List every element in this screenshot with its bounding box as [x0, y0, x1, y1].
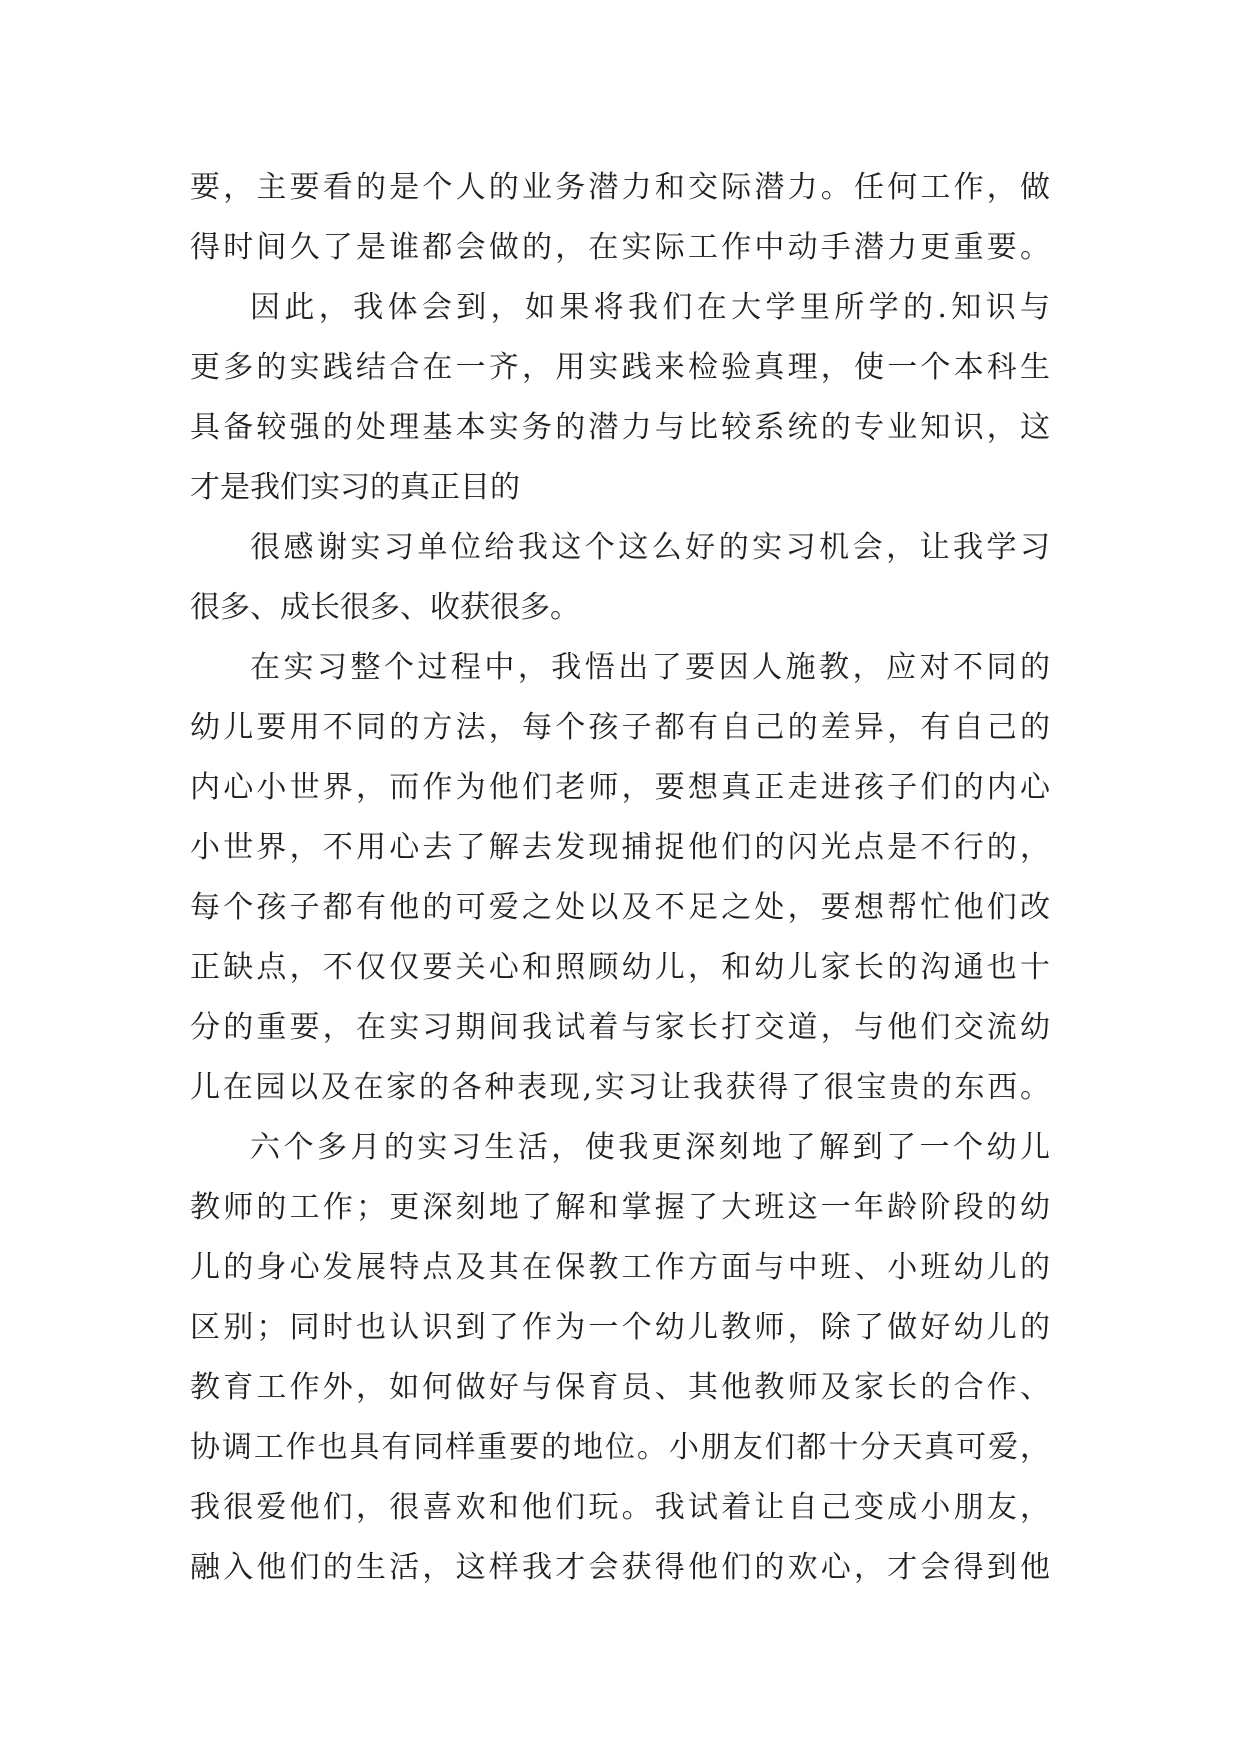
text-line: 幼儿要用不同的方法，每个孩子都有自己的差异，有自己的	[190, 710, 1050, 745]
text-line: 具备较强的处理基本实务的潜力与比较系统的专业知识，这	[190, 410, 1050, 445]
text-line: 六个多月的实习生活，使我更深刻地了解到了一个幼儿	[250, 1130, 1050, 1165]
text-line: 我很爱他们，很喜欢和他们玩。我试着让自己变成小朋友，	[190, 1490, 1050, 1525]
text-line: 得时间久了是谁都会做的，在实际工作中动手潜力更重要。	[190, 230, 1050, 265]
text-line: 很感谢实习单位给我这个这么好的实习机会，让我学习	[250, 530, 1050, 565]
text-line: 儿的身心发展特点及其在保教工作方面与中班、小班幼儿的	[190, 1250, 1050, 1285]
text-line: 协调工作也具有同样重要的地位。小朋友们都十分天真可爱，	[190, 1430, 1050, 1465]
text-line: 儿在园以及在家的各种表现,实习让我获得了很宝贵的东西。	[190, 1070, 1050, 1105]
paragraph	[190, 638, 1050, 1118]
text-line: 小世界，不用心去了解去发现捕捉他们的闪光点是不行的，	[190, 830, 1050, 865]
text-line: 很多、成长很多、收获很多。	[190, 590, 580, 625]
text-line: 更多的实践结合在一齐，用实践来检验真理，使一个本科生	[190, 350, 1050, 385]
text-line: 分的重要，在实习期间我试着与家长打交道，与他们交流幼	[190, 1010, 1050, 1045]
paragraph	[190, 1118, 1050, 1598]
document-body	[190, 158, 1050, 1598]
paragraph	[190, 278, 1050, 518]
text-line: 教育工作外，如何做好与保育员、其他教师及家长的合作、	[190, 1370, 1050, 1405]
text-line: 区别；同时也认识到了作为一个幼儿教师，除了做好幼儿的	[190, 1310, 1050, 1345]
text-line: 融入他们的生活，这样我才会获得他们的欢心，才会得到他	[190, 1550, 1050, 1585]
paragraph	[190, 158, 1050, 278]
text-line: 内心小世界，而作为他们老师，要想真正走进孩子们的内心	[190, 770, 1050, 805]
paragraph	[190, 518, 1050, 638]
text-line: 因此，我体会到，如果将我们在大学里所学的.知识与	[250, 290, 1050, 325]
text-line: 每个孩子都有他的可爱之处以及不足之处，要想帮忙他们改	[190, 890, 1050, 925]
text-line: 才是我们实习的真正目的	[190, 470, 520, 505]
text-line: 在实习整个过程中，我悟出了要因人施教，应对不同的	[250, 650, 1050, 685]
text-line: 要，主要看的是个人的业务潜力和交际潜力。任何工作，做	[190, 170, 1050, 205]
text-line: 教师的工作；更深刻地了解和掌握了大班这一年龄阶段的幼	[190, 1190, 1050, 1225]
text-line: 正缺点，不仅仅要关心和照顾幼儿，和幼儿家长的沟通也十	[190, 950, 1050, 985]
